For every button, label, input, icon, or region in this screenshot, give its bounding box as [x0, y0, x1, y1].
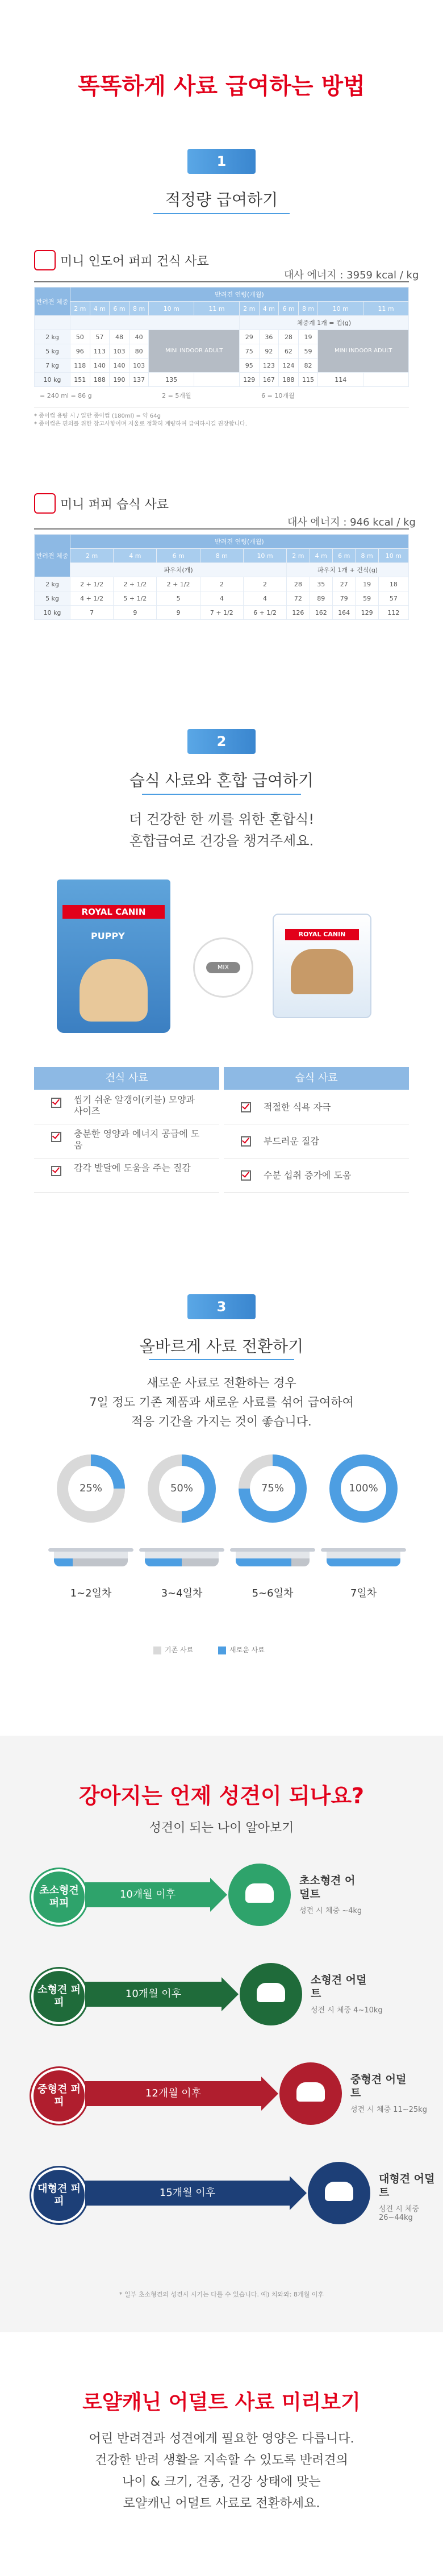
day-label: 5~6일차 [252, 1587, 294, 1599]
age-label: 10개월 이후 [119, 1889, 176, 1900]
adult-dog-icon [308, 2162, 370, 2224]
day-label: 3~4일차 [161, 1587, 203, 1599]
wet-item-text: 적절한 식욕 자극 [264, 1102, 331, 1112]
value-cell: 4 + 1/2 [70, 591, 114, 606]
value-cell [194, 373, 240, 387]
product1-energy: 대사 에너지 : 3959 kcal / kg [284, 269, 419, 281]
value-cell: 18 [378, 577, 408, 591]
sub-right: 체중계 1개 = 컵(g) [239, 316, 408, 330]
ratio-label: 100% [341, 1466, 386, 1511]
legend-2-5: 2 = 5개월 [162, 392, 191, 399]
value-cell: 72 [287, 591, 310, 606]
preview-title: 로얄캐닌 어덜트 사료 미리보기 [82, 2391, 361, 2414]
month-header: 2 m [70, 549, 114, 563]
month-header: 8 m [200, 549, 243, 563]
table-row [35, 606, 409, 620]
bowl-icon [230, 1548, 315, 1568]
month-header: 6 m [157, 549, 200, 563]
switch-adult-cell: MINI INDOOR ADULT [318, 330, 409, 373]
step2-underline [142, 794, 301, 795]
check-icon [51, 1098, 61, 1108]
value-cell: 164 [332, 606, 355, 620]
wet-food-pouch [273, 914, 371, 1018]
switch-adult-cell: MINI INDOOR ADULT [149, 330, 239, 373]
value-cell: 4 [200, 591, 243, 606]
value-cell: 140 [90, 359, 110, 373]
value-cell: 59 [356, 591, 378, 606]
month-header: 6 m [332, 549, 355, 563]
value-cell: 162 [310, 606, 332, 620]
step2-desc-1: 더 건강한 한 끼를 위한 혼합식! [129, 811, 314, 827]
value-cell: 2 + 1/2 [114, 577, 157, 591]
ratio-label: 75% [250, 1466, 295, 1511]
step1-underline [153, 213, 290, 214]
step3-desc-1: 새로운 사료로 전환하는 경우 [147, 1376, 296, 1390]
month-header: 10 m [318, 302, 363, 316]
value-cell: 95 [239, 359, 259, 373]
ratio-donut [329, 1454, 398, 1523]
puppy-size-badge: 소형견 퍼피 [31, 1969, 87, 2024]
adult-dog-icon [228, 1864, 291, 1926]
value-cell: 9 [114, 606, 157, 620]
legend-old-label: 기존 사료 [165, 1646, 194, 1654]
value-cell: 2 [200, 577, 243, 591]
value-cell: 103 [129, 359, 149, 373]
value-cell: 79 [332, 591, 355, 606]
month-header: 11 m [363, 302, 409, 316]
value-cell: 4 [243, 591, 286, 606]
month-header: 4 m [90, 302, 110, 316]
brand-logo: ROYAL CANIN [62, 905, 165, 919]
value-cell: 167 [259, 373, 279, 387]
ratio-label: 50% [159, 1466, 204, 1511]
wet-food-item [224, 1090, 409, 1124]
dry-item-text: 충분한 영양과 에너지 공급에 도움 [74, 1128, 200, 1151]
table-row [35, 330, 409, 344]
step3-title: 올바르게 사료 전환하기 [139, 1337, 304, 1356]
value-cell: 96 [70, 344, 90, 359]
dry-food-item [34, 1090, 219, 1124]
pouch-image [291, 949, 353, 994]
bowl-icon [321, 1548, 406, 1568]
value-cell: 75 [239, 344, 259, 359]
wet-food-item [224, 1158, 409, 1193]
adult-note: * 일부 초소형견의 성견시 시기는 다를 수 있습니다. 예) 치와와: 8개월 이후 [119, 2291, 324, 2298]
preview-desc-4: 로얄캐닌 어덜트 사료로 전환하세요. [123, 2496, 320, 2511]
arrow-head-icon [290, 2176, 307, 2210]
value-cell: 19 [298, 330, 318, 344]
month-header: 6 m [110, 302, 129, 316]
value-cell: 135 [149, 373, 194, 387]
table-row [35, 591, 409, 606]
ratio-donut [57, 1454, 125, 1523]
value-cell: 36 [259, 330, 279, 344]
value-cell: 103 [110, 344, 129, 359]
age-label: 10개월 이후 [125, 1988, 182, 2000]
age-arrow [85, 1882, 210, 1907]
value-cell: 114 [318, 373, 363, 387]
adult-size-name: 초소형견 어덜트 [299, 1874, 356, 1900]
value-cell: 123 [259, 359, 279, 373]
value-cell: 190 [110, 373, 129, 387]
sub-right: 파우치 1개 + 건식(g) [287, 563, 409, 577]
legend-new-swatch [218, 1647, 226, 1654]
month-header: 10 m [149, 302, 194, 316]
value-cell: 137 [129, 373, 149, 387]
check-icon [241, 1136, 251, 1147]
product1-feeding-table [34, 287, 409, 387]
wet-food-item [224, 1124, 409, 1158]
month-header: 8 m [129, 302, 149, 316]
age-arrow [85, 1982, 222, 2007]
value-cell: 89 [310, 591, 332, 606]
day-label: 7일차 [350, 1587, 377, 1599]
puppy-size-badge: 대형견 퍼피 [31, 2167, 87, 2223]
weight-cell: 5 kg [35, 344, 70, 359]
dry-item-text: 감각 발달에 도움을 주는 질감 [74, 1162, 191, 1173]
weight-cell: 10 kg [35, 606, 70, 620]
dry-food-bag [57, 879, 170, 1033]
sub-left: 파우치(개) [70, 563, 287, 577]
month-header: 8 m [356, 549, 378, 563]
legend-old-swatch [153, 1647, 161, 1654]
age-arrow [85, 2181, 290, 2206]
mix-label: MIX [206, 962, 240, 973]
product1-name: 미니 인도어 퍼피 건식 사료 [60, 255, 209, 269]
puppy-size-badge: 초소형견 퍼피 [31, 1869, 87, 1925]
step3-underline [149, 1359, 294, 1360]
value-cell: 151 [70, 373, 90, 387]
value-cell: 6 + 1/2 [243, 606, 286, 620]
step2-desc-2: 혼합급여로 건강을 챙겨주세요. [129, 833, 314, 849]
day-label: 1~2일차 [70, 1587, 112, 1599]
value-cell: 29 [239, 330, 259, 344]
value-cell: 129 [239, 373, 259, 387]
legend [153, 1645, 324, 1654]
legend-new-label: 새로운 사료 [229, 1646, 265, 1654]
month-header: 4 m [310, 549, 332, 563]
value-cell: 28 [287, 577, 310, 591]
value-cell: 140 [110, 359, 129, 373]
value-cell: 5 [157, 591, 200, 606]
row-head: 반려견 체중 [35, 287, 70, 316]
product1-note-2: * 종이컵은 편의를 위한 참고사항이며 저울로 정확히 계량하여 급여하시길 권장합니다. [34, 421, 247, 427]
value-cell: 112 [378, 606, 408, 620]
preview-desc-1: 어린 반려견과 성견에게 필요한 영양은 다릅니다. [89, 2432, 354, 2446]
product2-name: 미니 퍼피 습식 사료 [60, 498, 169, 512]
puppy-image [80, 959, 148, 1022]
value-cell: 2 + 1/2 [70, 577, 114, 591]
dry-food-header: 건식 사료 [34, 1067, 219, 1090]
value-cell: 82 [298, 359, 318, 373]
step-badge-3: 3 [187, 1294, 256, 1319]
product2-energy: 대사 에너지 : 946 kcal / kg [287, 516, 416, 528]
col-group: 반려견 연령(개월) [70, 535, 409, 549]
page-title: 똑똑하게 사료 급여하는 방법 [78, 73, 365, 99]
row-head: 반려견 체중 [35, 535, 70, 577]
step2-title: 습식 사료와 혼합 급여하기 [129, 771, 314, 790]
value-cell: 124 [279, 359, 299, 373]
arrow-head-icon [210, 1878, 227, 1912]
ratio-label: 25% [68, 1466, 114, 1511]
bag-label: PUPPY [91, 931, 125, 941]
pouch-brand: ROYAL CANIN [285, 929, 359, 940]
weight-cell: 2 kg [35, 330, 70, 344]
wet-food-icon [34, 493, 56, 514]
mix-icon [193, 937, 253, 998]
value-cell: 7 + 1/2 [200, 606, 243, 620]
month-header: 10 m [378, 549, 408, 563]
product1-note-1: * 종이컵 용량 시 / 일반 종이컵 (180ml) = 약 64g [34, 413, 161, 419]
divider [34, 528, 409, 530]
weight-cell: 7 kg [35, 359, 70, 373]
preview-desc-3: 나이 & 크기, 견종, 건강 상태에 맞는 [122, 2475, 321, 2489]
value-cell: 27 [332, 577, 355, 591]
wet-food-header: 습식 사료 [224, 1067, 409, 1090]
month-header: 11 m [194, 302, 240, 316]
check-icon [51, 1132, 61, 1142]
month-header: 2 m [70, 302, 90, 316]
product2-feeding-table [34, 534, 409, 620]
step-badge-1: 1 [187, 149, 256, 174]
ratio-donut [239, 1454, 307, 1523]
step3-desc-3: 적응 기간을 가지는 것이 좋습니다. [131, 1415, 312, 1428]
value-cell: 7 [70, 606, 114, 620]
value-cell: 118 [70, 359, 90, 373]
adult-dog-icon [240, 1963, 302, 2025]
value-cell: 126 [287, 606, 310, 620]
product1-legend [40, 392, 403, 400]
age-label: 15개월 이후 [159, 2187, 216, 2199]
value-cell: 19 [356, 577, 378, 591]
step1-title: 적정량 급여하기 [165, 190, 278, 209]
value-cell: 48 [110, 330, 129, 344]
month-header: 10 m [243, 549, 286, 563]
check-icon [241, 1170, 251, 1181]
dry-food-icon [34, 250, 56, 270]
weight-cell: 2 kg [35, 577, 70, 591]
adult-weight: 성견 시 체중 11~25kg [350, 2106, 427, 2114]
adult-weight: 성견 시 체중 ~4kg [299, 1907, 362, 1915]
check-icon [51, 1166, 61, 1176]
value-cell: 35 [310, 577, 332, 591]
value-cell: 59 [298, 344, 318, 359]
ratio-donut [148, 1454, 216, 1523]
value-cell: 92 [259, 344, 279, 359]
value-cell: 9 [157, 606, 200, 620]
month-header: 8 m [298, 302, 318, 316]
step-badge-2: 2 [187, 729, 256, 754]
value-cell: 80 [129, 344, 149, 359]
dry-food-item [34, 1158, 219, 1193]
age-arrow [85, 2081, 261, 2106]
adult-size-name: 소형견 어덜트 [311, 1974, 367, 2000]
puppy-size-badge: 중형견 퍼피 [31, 2068, 87, 2124]
arrow-head-icon [222, 1977, 239, 2011]
legend-cup: = 240 ml = 86 g [40, 392, 92, 399]
value-cell: 188 [279, 373, 299, 387]
value-cell: 113 [90, 344, 110, 359]
adult-size-name: 중형견 어덜트 [350, 2073, 407, 2099]
step3-desc-2: 7일 정도 기존 제품과 새로운 사료를 섞어 급여하여 [89, 1395, 354, 1409]
check-icon [241, 1102, 251, 1112]
value-cell: 57 [90, 330, 110, 344]
dry-item-text: 씹기 쉬운 알갱이(키블) 모양과 사이즈 [74, 1094, 195, 1116]
divider [34, 281, 409, 282]
adult-title: 강아지는 언제 성견이 되나요? [78, 1783, 365, 1808]
arrow-head-icon [261, 2077, 278, 2111]
adult-subtitle: 성견이 되는 나이 알아보기 [149, 1821, 294, 1835]
month-header: 4 m [114, 549, 157, 563]
weight-cell: 5 kg [35, 591, 70, 606]
value-cell: 188 [90, 373, 110, 387]
bowl-icon [48, 1548, 133, 1568]
value-cell: 57 [378, 591, 408, 606]
legend-6-10: 6 = 10개월 [261, 392, 295, 399]
value-cell: 50 [70, 330, 90, 344]
adult-dog-icon [279, 2062, 342, 2125]
value-cell: 2 [243, 577, 286, 591]
bowl-icon [139, 1548, 224, 1568]
col-group: 반려견 연령(개월) [70, 287, 409, 302]
preview-desc-2: 건강한 반려 생활을 지속할 수 있도록 반려견의 [95, 2453, 348, 2467]
weight-cell: 10 kg [35, 373, 70, 387]
month-header: 4 m [259, 302, 279, 316]
adult-size-name: 대형견 어덜트 [379, 2173, 435, 2199]
dry-food-item [34, 1124, 219, 1158]
wet-item-text: 부드러운 질감 [264, 1136, 319, 1147]
month-header: 6 m [279, 302, 299, 316]
value-cell: 2 + 1/2 [157, 577, 200, 591]
value-cell: 28 [279, 330, 299, 344]
month-header: 2 m [239, 302, 259, 316]
value-cell: 129 [356, 606, 378, 620]
value-cell [363, 373, 409, 387]
adult-weight: 성견 시 체중 26~44kg [379, 2205, 420, 2222]
value-cell: 62 [279, 344, 299, 359]
age-label: 12개월 이후 [145, 2087, 202, 2099]
adult-weight: 성견 시 체중 4~10kg [311, 2006, 383, 2015]
table-row [35, 577, 409, 591]
month-header: 2 m [287, 549, 310, 563]
wet-item-text: 수분 섭취 증가에 도움 [264, 1170, 352, 1181]
value-cell: 40 [129, 330, 149, 344]
table-row [35, 373, 409, 387]
value-cell: 115 [298, 373, 318, 387]
value-cell: 5 + 1/2 [114, 591, 157, 606]
